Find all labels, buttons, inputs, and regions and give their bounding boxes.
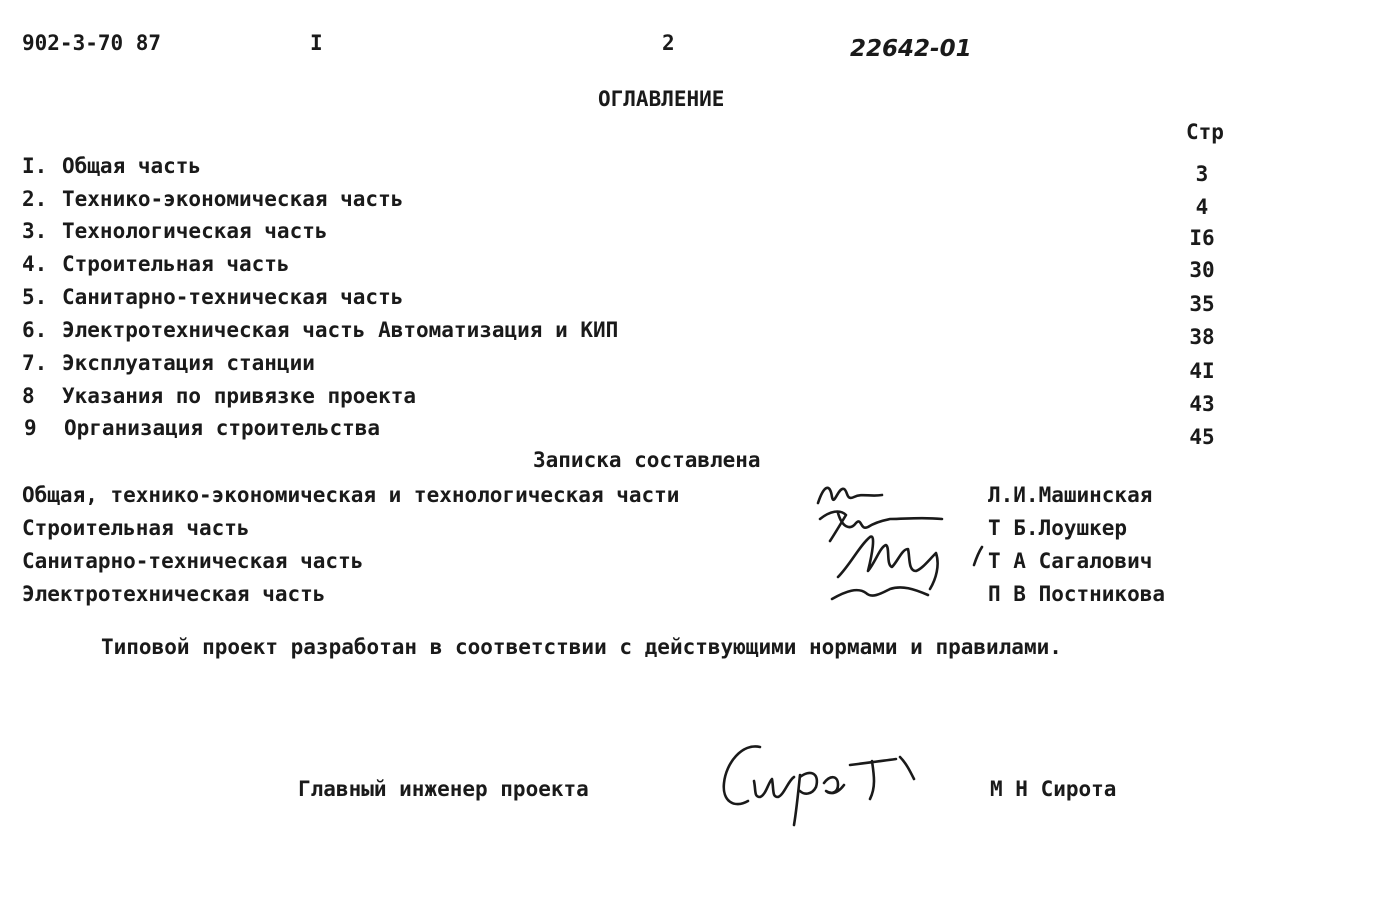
toc-item-number: 9: [24, 416, 37, 440]
author-name: Т А Сагалович: [988, 549, 1153, 573]
toc-item-number: 2.: [22, 187, 48, 211]
toc-item: [0, 416, 1375, 449]
toc-item-title: Эксплуатация станции: [62, 351, 315, 375]
author-name: Л.И.Машинская: [988, 483, 1153, 507]
chief-engineer-role: Главный инженер проекта: [298, 777, 589, 801]
toc-item-number: I.: [22, 154, 48, 178]
toc-item: [0, 252, 1375, 282]
toc-item-title: Общая часть: [62, 154, 202, 178]
authors-signatures: [810, 475, 960, 615]
toc-item-page: I6: [1189, 226, 1215, 250]
author-section: Санитарно-техническая часть: [22, 549, 364, 573]
page-column-label: Стр: [1186, 120, 1224, 144]
toc-item-number: 3.: [22, 219, 48, 243]
toc-item: [0, 187, 1375, 219]
toc-title: ОГЛАВЛЕНИЕ: [598, 87, 725, 111]
toc-item-page: 43: [1189, 392, 1215, 416]
toc-item-title: Организация строительства: [64, 416, 381, 440]
toc-item: [0, 285, 1375, 316]
toc-item-number: 4.: [22, 252, 48, 276]
toc-item: [0, 351, 1375, 383]
toc-item-page: 45: [1189, 425, 1215, 449]
toc-item-title: Санитарно-техническая часть: [62, 285, 404, 309]
toc-item-page: 3: [1195, 162, 1209, 186]
toc-item-title: Строительная часть: [62, 252, 290, 276]
toc-item-page: 35: [1189, 292, 1215, 316]
chief-engineer-name: М Н Сирота: [990, 777, 1117, 801]
author-name: П В Постникова: [988, 582, 1166, 606]
project-code: 902-3-70 87: [22, 31, 162, 55]
toc-item: [0, 318, 1375, 349]
author-row: [0, 483, 1375, 509]
toc-item-number: 7.: [22, 351, 48, 375]
toc-item-title: Технико-экономическая часть: [62, 187, 404, 211]
toc-item-page: 4: [1195, 195, 1209, 219]
toc-item-page: 38: [1189, 325, 1215, 349]
author-name: Т Б.Лоушкер: [988, 516, 1128, 540]
toc-item-page: 4I: [1189, 359, 1215, 383]
toc-item-title: Указания по привязке проекта: [62, 384, 417, 408]
toc-item: [0, 154, 1375, 186]
toc-item-number: 8: [22, 384, 35, 408]
author-row: [0, 516, 1375, 542]
chief-engineer-signature: [720, 735, 940, 835]
author-row: [0, 549, 1375, 575]
author-section: Общая, технико-экономическая и технологическая части: [22, 483, 680, 507]
volume-number: I: [310, 31, 323, 55]
inventory-number: 22642-01: [850, 36, 972, 62]
toc-item-title: Технологическая часть: [62, 219, 328, 243]
author-section: Строительная часть: [22, 516, 250, 540]
toc-item-number: 5.: [22, 285, 48, 309]
author-section: Электротехническая часть: [22, 582, 326, 606]
toc-item-title: Электротехническая часть Автоматизация и КИП: [62, 318, 619, 342]
author-row: [0, 582, 1375, 608]
toc-item-page: 30: [1189, 258, 1215, 282]
page-number: 2: [662, 31, 675, 55]
toc-item: [0, 384, 1375, 416]
compliance-statement: Типовой проект разработан в соответствии с действующими нормами и правилами.: [101, 635, 1062, 659]
toc-item: [0, 219, 1375, 250]
authors-heading: Записка составлена: [533, 448, 761, 472]
toc-item-number: 6.: [22, 318, 48, 342]
